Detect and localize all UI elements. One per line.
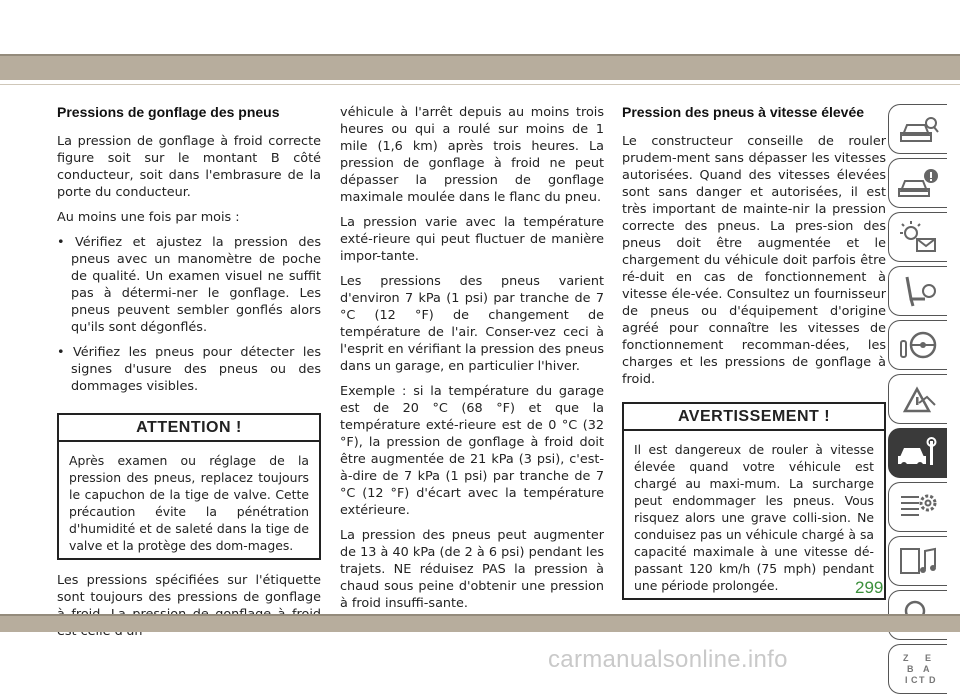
warning-title: AVERTISSEMENT ! <box>624 404 884 431</box>
warning-box <box>622 402 886 600</box>
warning-triangle-icon <box>897 381 939 417</box>
tab-media[interactable] <box>888 536 947 586</box>
tab-specs[interactable] <box>888 482 947 532</box>
paragraph: Les pressions des pneus varient d'environ 7 kPa (1 psi) par tranche de 7 °C (12 °F) de changement de température de l'air. Conser-vez ceci à l'esprit en vérifiant la pression des pneus dans un garage, en particulier l'hiver. <box>340 274 605 374</box>
index-letter: A <box>923 664 930 674</box>
tab-car-info[interactable] <box>888 158 947 208</box>
bullet-item: • Vérifiez les pneus pour détecter les signes d'usure des pneus ou des dommages visibles. <box>57 345 321 394</box>
index-letter: C <box>911 675 918 685</box>
paragraph: La pression des pneus peut augmenter de 13 à 40 kPa (de 2 à 6 psi) pendant les trajets. NE réduisez PAS la pression à chaud sous peine d'obtenir une pression à froid insuffi-sante. <box>340 528 604 611</box>
column-3 <box>622 104 886 612</box>
tab-lights-message[interactable] <box>888 212 947 262</box>
column-1 <box>57 104 321 648</box>
page-number: 299 <box>855 578 884 597</box>
section-heading-tire-pressure: Pressions de gonflage des pneus <box>57 104 280 120</box>
warning-text: Il est dangereux de rouler à vitesse élevée quand votre véhicule est chargé au maxi-mum. La surcharge peut endommager les pneus. Vous risquez alors une grave colli-sion. Ne conduisez pas un véhicule chargé à sa capacité maximale à une vitesse dé-passant 120 km/h (75 mph) pendant une période prolongée. <box>634 442 874 593</box>
bottom-band <box>0 614 960 632</box>
index-letter: Z <box>903 653 909 663</box>
car-wrench-icon <box>897 435 939 471</box>
column-2 <box>340 104 604 620</box>
index-letter: E <box>925 653 932 663</box>
paragraph: Le constructeur conseille de rouler prudem-ment sans dépasser les vitesses autorisées. Quand des vitesses élevées sont sans danger et autorisées, il est très important de mainte-nir la pression correcte des pneus. La pres-sion des pneus doit être augmentée et le chargement du véhicule doit parfois être ré-duit en cas de fonctionnement à vitesse éle-vée. Consultez un fournisseur de pneus ou d'équipement d'origine agréé pour connaître les vitesses de fonctionnement recomman-dées, les charges et les pressions de gonflage à froid. <box>622 134 886 387</box>
tab-index[interactable] <box>888 644 947 694</box>
index-letter: B <box>907 664 914 674</box>
tab-service-active[interactable] <box>888 428 947 478</box>
attention-text: Après examen ou réglage de la pression des pneus, replacez toujours le capuchon de la tige de valve. Cette précaution évite la pénétration d'humidité et de saleté dans la tige de valve et la protège des dom-mages. <box>69 453 309 553</box>
paragraph: véhicule à l'arrêt depuis au moins trois heures ou qui a roulé sur moins de 1 mile (1,6 km) après trois heures. La pression de gonflage à froid ne peut dépasser la pression de gonflage maximale moulée dans le flanc du pneu. <box>340 105 604 205</box>
attention-box <box>57 413 321 560</box>
tab-warning[interactable] <box>888 374 947 424</box>
top-header-band <box>0 54 960 80</box>
paragraph: Les pressions spécifiées sur l'étiquette sont toujours des pressions de gonflage <box>57 573 321 605</box>
tab-steering[interactable] <box>888 320 947 370</box>
bullet-item: • Vérifiez et ajustez la pression des pneus avec un manomètre de poche de qualité. Un examen visuel ne suffit pas à détermi-ner le gonflage. Les pneus peuvent sembler gonflés alors qu'ils sont dégonflés. <box>57 235 321 335</box>
safety-seat-icon <box>897 273 939 309</box>
paragraph: La pression varie avec la température exté-rieure qui peut fluctuer de manière impor-tante. <box>340 215 604 264</box>
tab-safety[interactable] <box>888 266 947 316</box>
index-letter: D <box>929 675 936 685</box>
watermark: carmanualsonline.info <box>548 646 788 673</box>
index-letters-icon <box>897 651 939 687</box>
header-rule <box>0 84 960 85</box>
paragraph: Exemple : si la température du garage est de 20 °C (68 °F) et que la température exté-rieure est de 0 °C (32 °F), la pression de gonflage à froid doit être augmentée de 21 kPa (3 psi), c'est-à-dire de 7 kPa (1 psi) par tranche de 7 °C (12 °F) d'écart avec la température extérieure. <box>340 384 604 518</box>
index-letter: T <box>919 675 925 685</box>
attention-title: ATTENTION ! <box>59 415 319 442</box>
paragraph: Au moins une fois par mois : <box>57 210 240 225</box>
specs-gear-icon <box>897 489 939 525</box>
car-info-icon <box>897 165 939 201</box>
lights-message-icon <box>897 219 939 255</box>
chapter-tabs <box>888 104 950 698</box>
tab-car-search[interactable] <box>888 104 947 154</box>
paragraph: La pression de gonflage à froid correcte figure soit sur le montant B côté conducteur, soit dans l'embrasure de la porte du conducteur. <box>57 134 321 200</box>
media-music-icon <box>897 543 939 579</box>
index-letter: I <box>905 675 908 685</box>
section-heading-high-speed: Pression des pneus à vitesse élevée <box>622 104 865 120</box>
steering-wheel-icon <box>897 327 939 363</box>
car-search-icon <box>897 111 939 147</box>
